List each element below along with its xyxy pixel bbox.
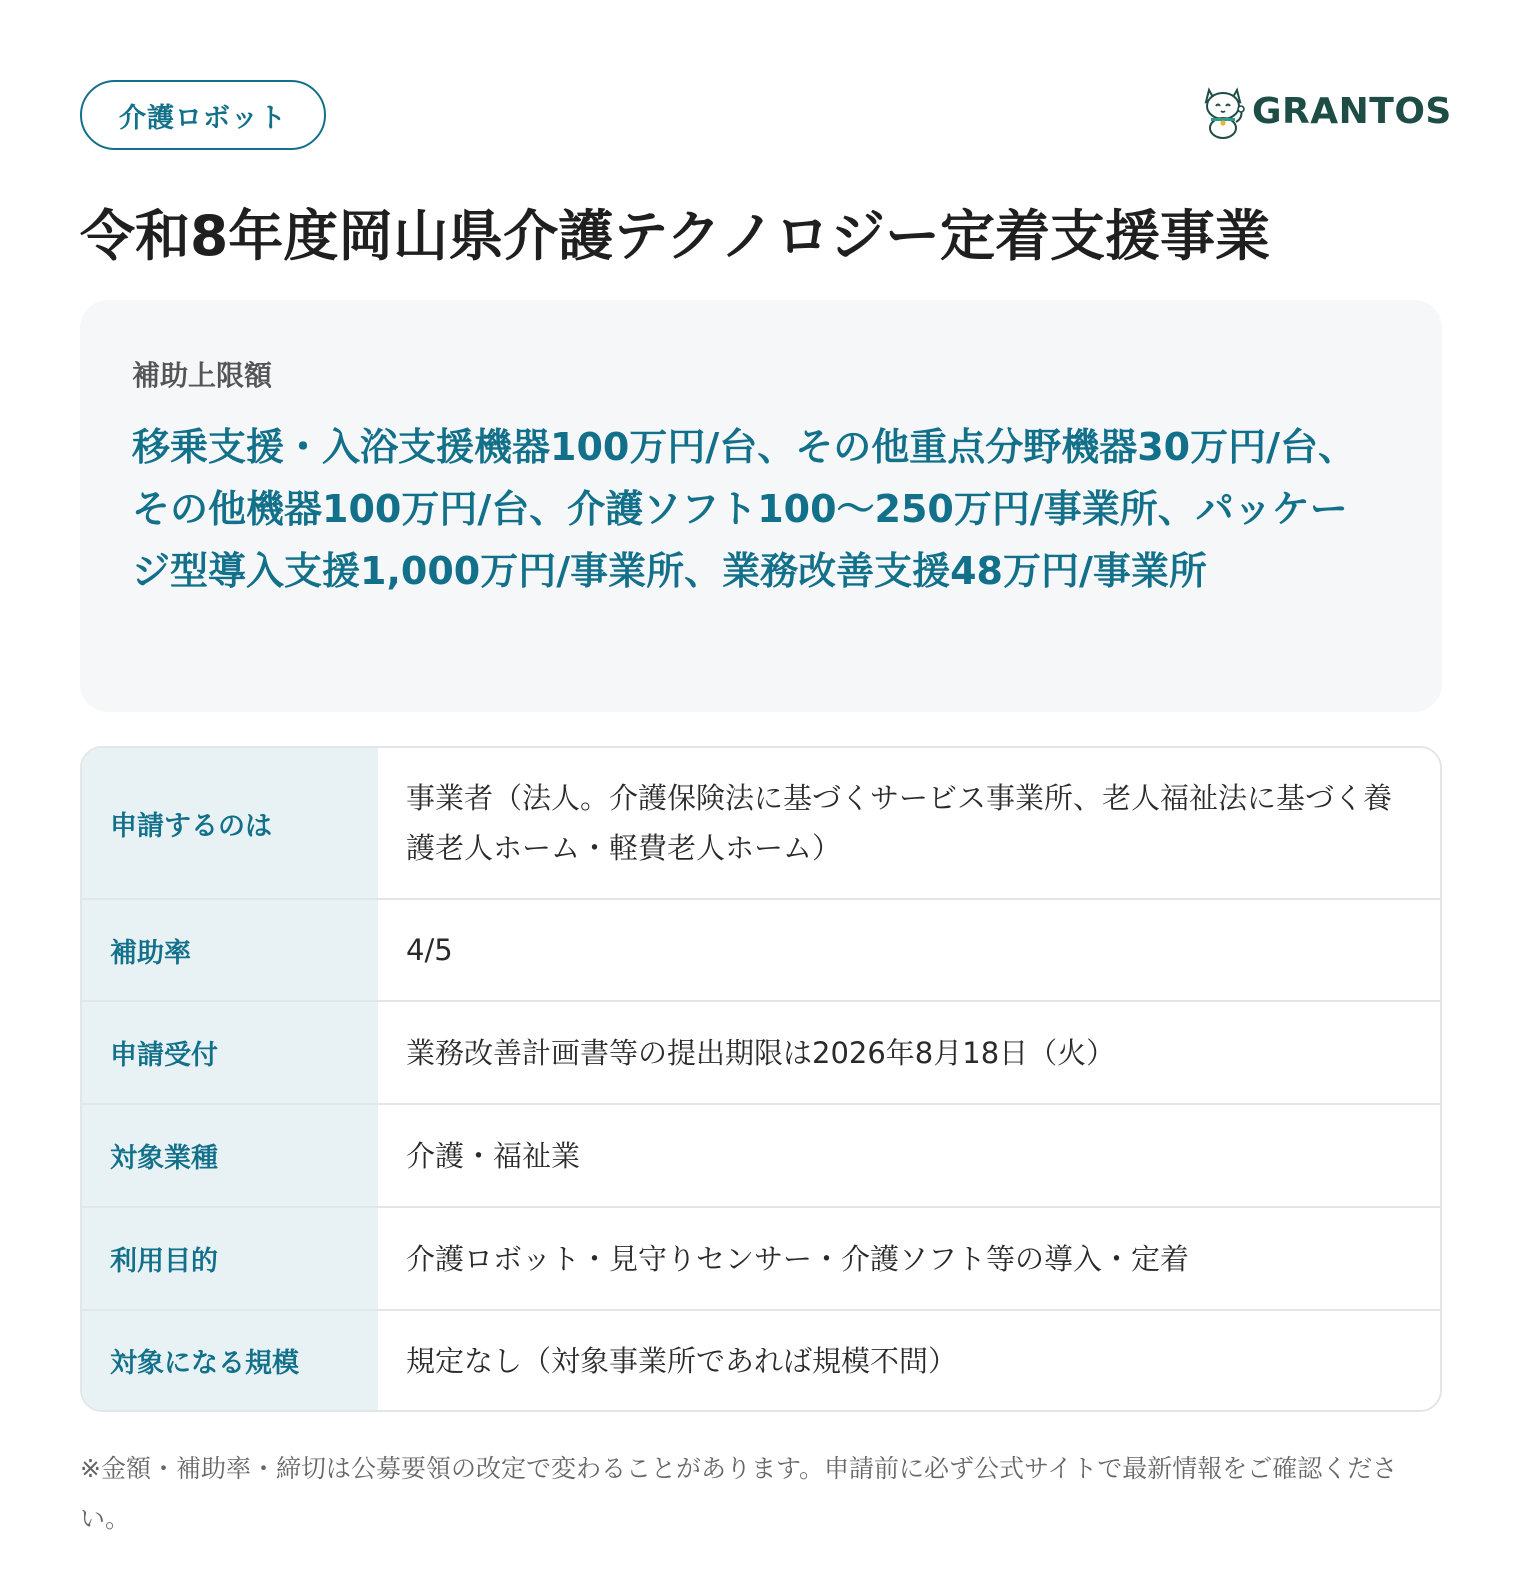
maneki-neko-cat-icon (1200, 82, 1246, 140)
row-label: 対象業種 (82, 1105, 378, 1206)
row-value: 介護・福祉業 (378, 1105, 1440, 1206)
table-row (82, 900, 1440, 1002)
brand-name: GRANTOS (1252, 90, 1452, 132)
page-title: 令和8年度岡山県介護テクノロジー定着支援事業 (80, 204, 1270, 268)
table-row (82, 1208, 1440, 1311)
row-label: 対象になる規模 (82, 1311, 378, 1410)
table-row (82, 748, 1440, 900)
row-value: 事業者（法人。介護保険法に基づくサービス事業所、老人福祉法に基づく養護老人ホーム・軽費老人ホーム） (378, 748, 1440, 898)
row-label: 利用目的 (82, 1208, 378, 1309)
table-row (82, 1002, 1440, 1105)
info-table (80, 746, 1442, 1412)
subsidy-limit-value: 移乗支援・入浴支援機器100万円/台、その他重点分野機器30万円/台、その他機器100万円/台、介護ソフト100〜250万円/事業所、パッケージ型導入支援1,000万円/事業所、業務改善支援48万円/事業所 (132, 425, 1356, 593)
category-tag[interactable] (80, 80, 326, 150)
brand-logo[interactable] (1200, 82, 1452, 140)
row-value: 規定なし（対象事業所であれば規模不問） (378, 1311, 1440, 1410)
table-row (82, 1311, 1440, 1410)
subsidy-limit-label: 補助上限額 (132, 359, 273, 392)
row-value: 業務改善計画書等の提出期限は2026年8月18日（火） (378, 1002, 1440, 1103)
row-label: 申請受付 (82, 1002, 378, 1103)
row-value: 4/5 (378, 900, 1440, 1000)
table-row (82, 1105, 1440, 1208)
category-tag-label: 介護ロボット (119, 102, 287, 134)
row-label: 補助率 (82, 900, 378, 1000)
disclaimer-note: ※金額・補助率・締切は公募要領の改定で変わることがあります。申請前に必ず公式サイトで最新情報をご確認ください。 (80, 1454, 1398, 1533)
subsidy-limit-box (80, 300, 1442, 712)
row-label: 申請するのは (82, 748, 378, 898)
row-value: 介護ロボット・見守りセンサー・介護ソフト等の導入・定着 (378, 1208, 1440, 1309)
